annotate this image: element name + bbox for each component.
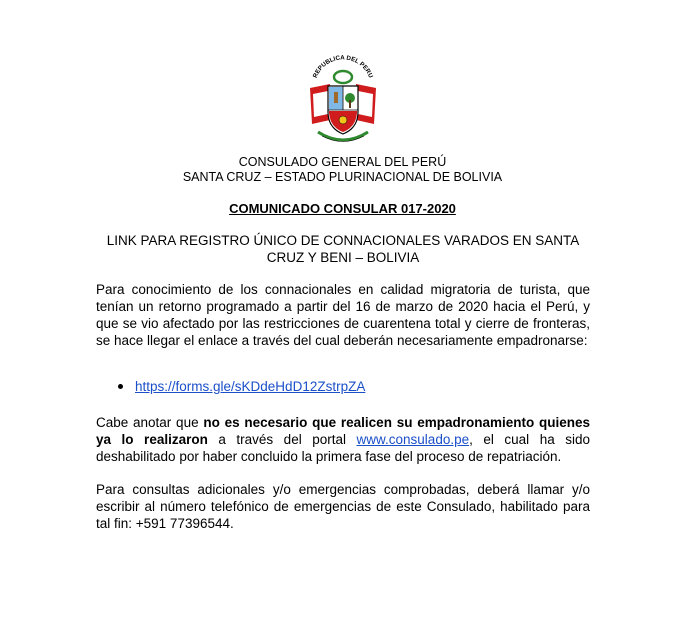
registration-form-link[interactable]: https://forms.gle/sKDdeHdD12ZstrpZA xyxy=(135,379,366,394)
consulado-portal-link[interactable]: www.consulado.pe xyxy=(356,432,470,447)
note-mid: a través del portal xyxy=(207,432,357,447)
note-paragraph xyxy=(96,414,590,465)
peru-coat-of-arms-seal xyxy=(300,50,386,150)
document-title: COMUNICADO CONSULAR 017-2020 xyxy=(229,201,456,216)
svg-text:REPUBLICA DEL PERU: REPUBLICA DEL PERU xyxy=(311,54,375,80)
note-end: , el cual ha sido deshabilitado por haber concluido la primera fase del proceso de repatriación. xyxy=(96,432,591,464)
intro-paragraph: Para conocimiento de los connacionales en calidad migratoria de turista, que tenían un retorno programado a partir del 16 de marzo de 2020 hacia el Perú, y que se vio afectado por las restricciones de cuarentena total y cierre de fronteras, se hace llegar el enlace a través del cual deberán necesariamente empadronarse: xyxy=(96,282,590,348)
consulate-name: CONSULADO GENERAL DEL PERÚ xyxy=(238,155,447,169)
document-subtitle: LINK PARA REGISTRO ÚNICO DE CONNACIONALES VARADOS EN SANTA CRUZ Y BENI – BOLIVIA xyxy=(106,233,580,265)
consulate-location: SANTA CRUZ – ESTADO PLURINACIONAL DE BOLIVIA xyxy=(182,170,503,184)
bullet-icon xyxy=(118,384,123,389)
note-emphasis: no es necesario que realicen su empadronamiento quienes ya lo realizaron xyxy=(96,415,590,447)
note-intro: Cabe anotar que xyxy=(96,415,204,430)
contact-paragraph: Para consultas adicionales y/o emergencias comprobadas, deberá llamar y/o escribir al número telefónico de emergencias de este Consulado, habilitado para tal fin: +591 77396544. xyxy=(96,482,590,531)
link-list-item xyxy=(118,378,365,395)
